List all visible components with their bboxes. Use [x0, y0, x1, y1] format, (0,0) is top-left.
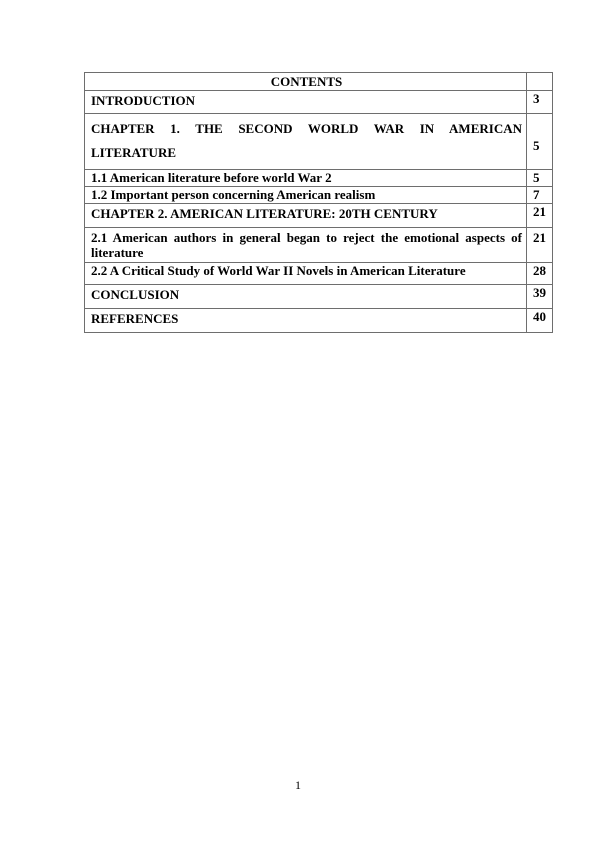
toc-heading-row	[85, 73, 553, 91]
toc-heading-page-cell	[527, 73, 553, 91]
toc-entry-page: 40	[527, 309, 553, 333]
toc-entry-page: 5	[527, 114, 553, 170]
toc-row	[85, 309, 553, 333]
page-number: 1	[295, 778, 301, 792]
toc-row	[85, 204, 553, 228]
toc-entry-title-line1: CHAPTER 1. THE SECOND WORLD WAR IN AMERICAN	[91, 121, 522, 136]
toc-entry-page: 28	[527, 263, 553, 285]
toc-heading: CONTENTS	[85, 73, 527, 91]
toc-entry-title: 2.1 American authors in general began to reject the emotional aspects of literature	[85, 228, 527, 263]
toc-entry-page: 3	[527, 91, 553, 114]
toc-entry-title	[85, 114, 527, 170]
toc-entry-page: 7	[527, 187, 553, 204]
toc-row	[85, 187, 553, 204]
toc-entry-title: 1.1 American literature before world War 2	[85, 170, 527, 187]
toc-row	[85, 285, 553, 309]
toc-row	[85, 91, 553, 114]
toc-row	[85, 114, 553, 170]
toc-entry-title: INTRODUCTION	[85, 91, 527, 114]
toc-row	[85, 228, 553, 263]
toc-entry-title: 1.2 Important person concerning American realism	[85, 187, 527, 204]
toc-entry-title: CONCLUSION	[85, 285, 527, 309]
toc-entry-page: 21	[527, 204, 553, 228]
toc-entry-title: CHAPTER 2. AMERICAN LITERATURE: 20TH CENTURY	[85, 204, 527, 228]
toc-entry-title-line2: LITERATURE	[91, 145, 177, 160]
toc-row	[85, 170, 553, 187]
toc-entry-page: 39	[527, 285, 553, 309]
toc-entry-title: REFERENCES	[85, 309, 527, 333]
table-of-contents	[84, 72, 553, 333]
toc-entry-page: 5	[527, 170, 553, 187]
toc-entry-title: 2.2 A Critical Study of World War II Novels in American Literature	[85, 263, 527, 285]
toc-row	[85, 263, 553, 285]
toc-entry-page: 21	[527, 228, 553, 263]
